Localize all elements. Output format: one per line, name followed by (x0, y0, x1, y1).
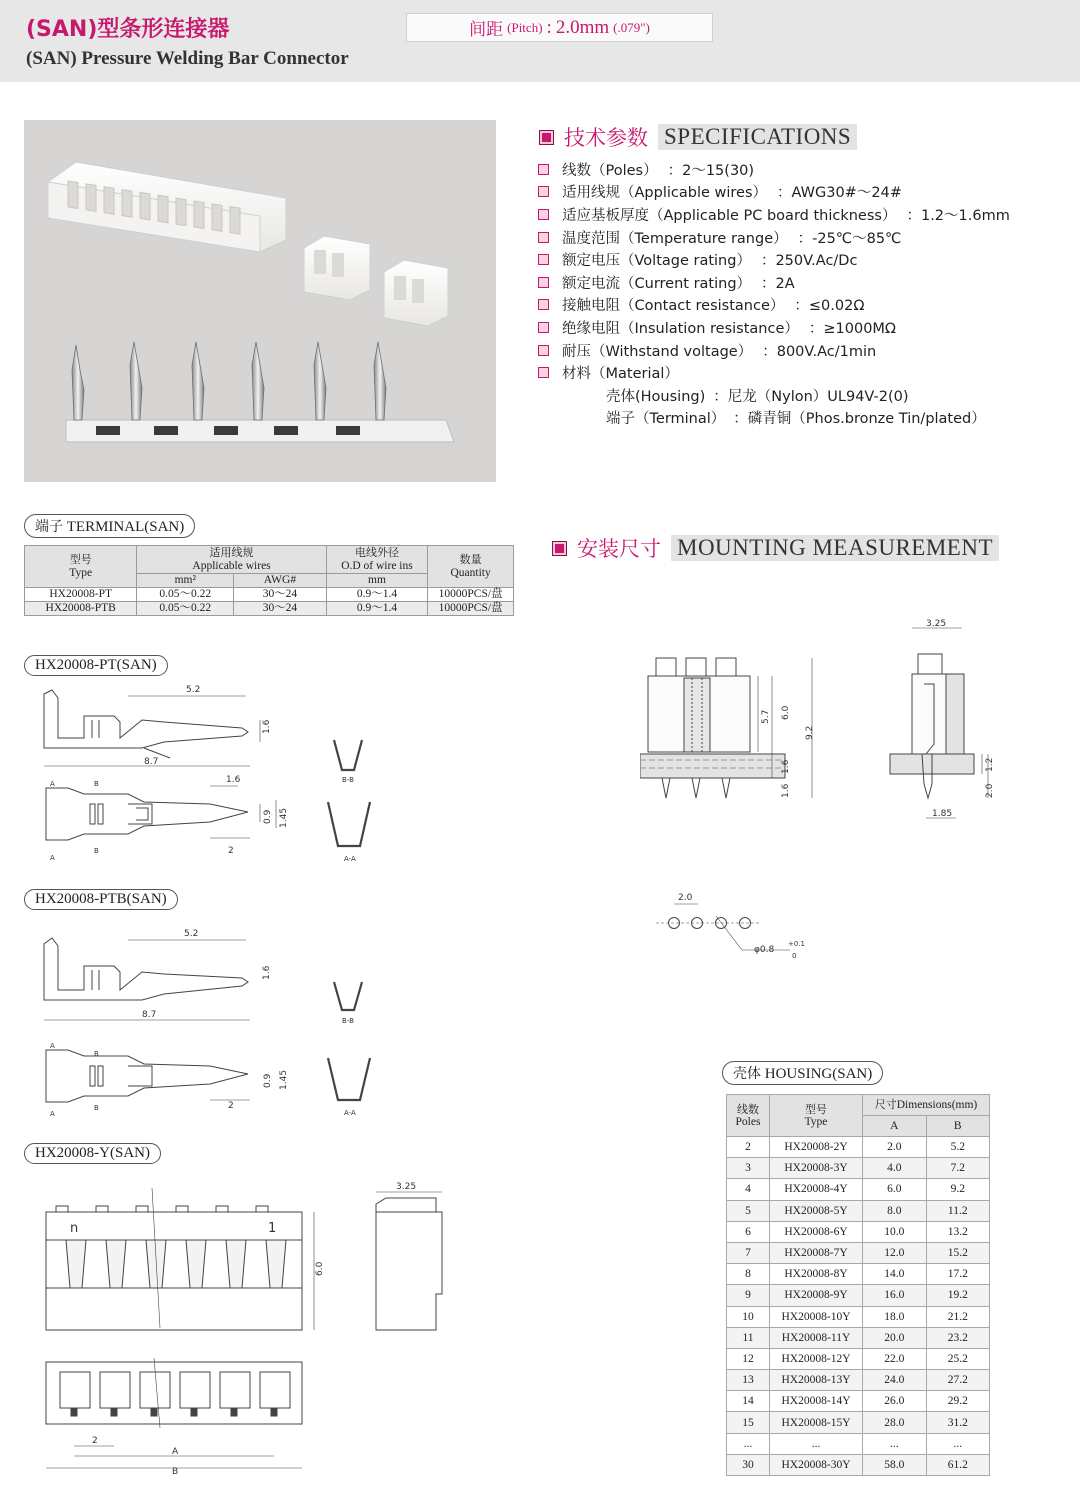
th-wires (137, 546, 326, 574)
cell-b: ... (926, 1433, 990, 1454)
cell-awg: 30～24 (234, 588, 327, 602)
spec-value: ：2A (761, 275, 795, 292)
spec-label: 适应基板厚度（Applicable PC board thickness） (562, 207, 897, 224)
material-terminal (538, 407, 1010, 430)
terminal-pill-en: TERMINAL(SAN) (66, 519, 185, 535)
dim-1-6: 1.6 (262, 719, 272, 734)
dim-a: A (172, 1447, 179, 1457)
th-dim-en: Dimensions(mm) (896, 1099, 978, 1111)
cell-poles: 7 (727, 1242, 770, 1263)
cell-b: 11.2 (926, 1200, 990, 1221)
mounting-front-drawing (640, 648, 830, 808)
mounting-dim-2-0: 2.0 (985, 783, 995, 798)
terminal-pill (24, 514, 195, 538)
spec-value: ：AWG30#～24# (777, 185, 902, 202)
specifications-title-cn: 技术参数 (564, 126, 648, 150)
mounting-dim-9-2: 9.2 (805, 725, 815, 740)
hole-pitch-2-0: 2.0 (678, 893, 693, 903)
spec-value: ：-25℃～85℃ (797, 230, 902, 247)
cell-awg: 30～24 (234, 602, 327, 616)
label-a: A (50, 780, 55, 788)
table-row (25, 602, 514, 616)
cell-type: HX20008-10Y (770, 1306, 863, 1327)
mounting-dim-1-6b: 1.6 (781, 783, 791, 798)
ptb-pill: HX20008-PTB(SAN) (24, 889, 178, 910)
mounting-title-en: MOUNTING MEASUREMENT (671, 535, 999, 561)
spec-row (538, 271, 1010, 294)
cell-a: 16.0 (863, 1285, 927, 1306)
cell-poles: 2 (727, 1137, 770, 1158)
cell-qty: 10000PCS/盘 (428, 588, 514, 602)
th-wires-en: Applicable wires (192, 560, 271, 572)
cell-type: HX20008-2Y (770, 1137, 863, 1158)
long-housing (48, 162, 286, 252)
housing-pill-en: HOUSING(SAN) (764, 1066, 873, 1082)
spec-row (538, 339, 1010, 362)
mounting-dim-1-6a: 1.6 (781, 759, 791, 774)
bullet-square-icon (538, 322, 549, 333)
cell-b: 23.2 (926, 1327, 990, 1348)
cell-b: 9.2 (926, 1179, 990, 1200)
bullet-square-icon (538, 232, 549, 243)
cell-a: 8.0 (863, 1200, 927, 1221)
table-row (727, 1221, 990, 1242)
th-poles-en: Poles (735, 1115, 761, 1128)
spec-row (538, 248, 1010, 271)
cell-b: 27.2 (926, 1370, 990, 1391)
small-housing-2 (384, 260, 448, 326)
y-pill: HX20008-Y(SAN) (24, 1143, 161, 1164)
spec-label: 绝缘电阻（Insulation resistance） (562, 320, 799, 337)
spec-row (538, 294, 1010, 317)
cell-poles: 8 (727, 1264, 770, 1285)
cell-b: 15.2 (926, 1242, 990, 1263)
th-awg: AWG# (234, 574, 327, 588)
spec-list (538, 158, 1010, 429)
cell-poles: 4 (727, 1179, 770, 1200)
pitch-value: 2.0mm (555, 16, 610, 38)
cell-b: 25.2 (926, 1348, 990, 1369)
spec-row (538, 203, 1010, 226)
th-qty (428, 546, 514, 588)
spec-value: ：1.2～1.6mm (906, 207, 1010, 224)
dim-2: 2 (92, 1436, 98, 1446)
title-en-text: Pressure Welding Bar Connector (81, 48, 349, 69)
bullet-square-icon (538, 299, 549, 310)
cell-poles: 13 (727, 1370, 770, 1391)
y-side-view (376, 1192, 442, 1330)
page-title-en (26, 48, 349, 70)
th-od-en: O.D of wire ins (341, 560, 413, 572)
cell-b: 7.2 (926, 1158, 990, 1179)
dim-0-9: 0.9 (263, 809, 273, 824)
specifications-heading (539, 122, 857, 152)
title-cn-prefix: (SAN) (26, 17, 98, 42)
cell-od: 0.9～1.4 (326, 588, 428, 602)
dim-8-7: 8.7 (144, 757, 159, 767)
cell-poles: 3 (727, 1158, 770, 1179)
dim-b: B (172, 1467, 179, 1477)
cell-a: 58.0 (863, 1454, 927, 1475)
pitch-inch: (.079") (613, 19, 650, 35)
th-type-en: Type (804, 1115, 828, 1128)
small-housing-1 (304, 236, 370, 300)
label-bb: B-B (342, 776, 354, 784)
pt-drawing (24, 676, 394, 866)
table-row (727, 1391, 990, 1412)
th-mm2: mm² (137, 574, 234, 588)
heading-square-icon (539, 130, 554, 145)
dim-1-45: 1.45 (279, 807, 289, 828)
cell-od: 0.9～1.4 (326, 602, 428, 616)
label-b-bottom: B (94, 847, 99, 855)
hole-tolerance-zero: 0 (792, 952, 797, 960)
th-mm: mm (326, 574, 428, 588)
th-type (25, 546, 137, 588)
cell-type: HX20008-30Y (770, 1454, 863, 1475)
cell-type: HX20008-4Y (770, 1179, 863, 1200)
mounting-dim-3-25: 3.25 (926, 619, 947, 629)
table-row (727, 1327, 990, 1348)
spec-label: 接触电阻（Contact resistance） (562, 298, 785, 315)
y-front-view (46, 1188, 314, 1330)
bullet-square-icon (538, 186, 549, 197)
cell-type: HX20008-5Y (770, 1200, 863, 1221)
label-a-bottom: A (50, 1110, 55, 1118)
cell-a: 4.0 (863, 1158, 927, 1179)
cell-poles: 10 (727, 1306, 770, 1327)
dim-1-6: 1.6 (262, 965, 272, 980)
hole-pattern-drawing (650, 886, 810, 966)
dim-6-0: 6.0 (315, 1261, 325, 1276)
housing-table (726, 1094, 990, 1476)
cell-a: 22.0 (863, 1348, 927, 1369)
dim-5-2: 5.2 (186, 685, 201, 695)
spec-value: ：2～15(30) (667, 162, 755, 179)
spec-label: 温度范围（Temperature range） (562, 230, 788, 247)
cell-type: HX20008-9Y (770, 1285, 863, 1306)
table-row (25, 588, 514, 602)
cell-type: HX20008-PT (25, 588, 137, 602)
bullet-square-icon (538, 277, 549, 288)
spec-row (538, 361, 1010, 384)
material-housing (538, 384, 1010, 407)
cell-a: 10.0 (863, 1221, 927, 1242)
label-b: B (94, 780, 99, 788)
dim-5-2: 5.2 (184, 929, 199, 939)
th-type-cn: 型号 (69, 553, 92, 566)
th-type-cn: 型号 (805, 1102, 827, 1116)
spec-label: 额定电流（Current rating） (562, 275, 752, 292)
cell-a: 18.0 (863, 1306, 927, 1327)
bullet-square-icon (538, 254, 549, 265)
cell-a: 2.0 (863, 1137, 927, 1158)
table-row (727, 1242, 990, 1263)
cell-b: 5.2 (926, 1137, 990, 1158)
cell-b: 13.2 (926, 1221, 990, 1242)
cell-a: 24.0 (863, 1370, 927, 1391)
table-row (727, 1264, 990, 1285)
mounting-heading (552, 533, 999, 563)
cell-poles: 12 (727, 1348, 770, 1369)
cell-a: 26.0 (863, 1391, 927, 1412)
cell-type: HX20008-12Y (770, 1348, 863, 1369)
dim-1-45: 1.45 (279, 1069, 289, 1090)
spec-value: ：≥1000MΩ (808, 320, 897, 337)
spec-row (538, 181, 1010, 204)
housing-table-body (727, 1137, 990, 1476)
spec-value: ：≤0.02Ω (794, 298, 865, 315)
dim-2: 2 (228, 1101, 234, 1111)
cell-poles: 15 (727, 1412, 770, 1433)
label-bb: B-B (342, 1017, 354, 1025)
bullet-square-icon (538, 164, 549, 175)
dim-3-25: 3.25 (396, 1182, 417, 1192)
table-row (727, 1306, 990, 1327)
terminal-table (24, 545, 514, 616)
dim-2: 2 (228, 846, 234, 856)
th-type-en: Type (69, 567, 93, 579)
mounting-dim-1-2: 1.2 (985, 757, 995, 772)
spec-row (538, 226, 1010, 249)
table-row (727, 1433, 990, 1454)
ptb-drawing (24, 924, 394, 1124)
hole-tolerance-plus: +0.1 (788, 940, 805, 948)
spec-label: 线数（Poles） (562, 162, 658, 179)
cell-type: ... (770, 1433, 863, 1454)
spec-value: ：250V.Ac/Dc (760, 253, 858, 270)
bullet-square-icon (538, 367, 549, 378)
cell-poles: 30 (727, 1454, 770, 1475)
cell-poles: 9 (727, 1285, 770, 1306)
dim-1-6-top: 1.6 (226, 775, 241, 785)
table-row (727, 1348, 990, 1369)
label-aa: A-A (344, 1109, 356, 1117)
cell-a: 12.0 (863, 1242, 927, 1263)
cell-a: 14.0 (863, 1264, 927, 1285)
mounting-side-drawing (882, 614, 1002, 824)
ptb-side-view (44, 938, 250, 1020)
dim-8-7: 8.7 (142, 1010, 157, 1020)
label-b: B (94, 1050, 99, 1058)
cell-type: HX20008-11Y (770, 1327, 863, 1348)
th-wires-cn: 适用线规 (209, 546, 254, 559)
mounting-dim-6-0: 6.0 (781, 705, 791, 720)
pitch-colon: : (546, 16, 552, 38)
hole-diameter: φ0.8 (754, 945, 775, 955)
th-a: A (863, 1116, 927, 1137)
pt-pill: HX20008-PT(SAN) (24, 655, 168, 676)
spec-label: 材料（Material） (562, 366, 679, 383)
page-title-cn (26, 12, 229, 43)
spec-label: 额定电压（Voltage rating） (562, 253, 751, 270)
th-qty-cn: 数量 (459, 553, 482, 566)
mounting-dim-5-7: 5.7 (761, 709, 771, 724)
table-row (727, 1137, 990, 1158)
th-qty-en: Quantity (450, 567, 491, 579)
label-a-bottom: A (50, 854, 55, 862)
table-row (727, 1200, 990, 1221)
cell-poles: 11 (727, 1327, 770, 1348)
cell-b: 31.2 (926, 1412, 990, 1433)
cell-type: HX20008-8Y (770, 1264, 863, 1285)
ptb-top-view (46, 1050, 250, 1102)
cell-b: 19.2 (926, 1285, 990, 1306)
cell-poles: ... (727, 1433, 770, 1454)
y-drawing (24, 1178, 464, 1478)
product-photo (24, 120, 496, 482)
terminal-strip (66, 342, 454, 442)
th-dimensions (863, 1095, 990, 1116)
dim-0-9: 0.9 (263, 1073, 273, 1088)
cell-b: 29.2 (926, 1391, 990, 1412)
cell-poles: 6 (727, 1221, 770, 1242)
pt-top-view (46, 786, 276, 840)
cell-a: 20.0 (863, 1327, 927, 1348)
cell-qty: 10000PCS/盘 (428, 602, 514, 616)
table-row (727, 1179, 990, 1200)
label-b-bottom: B (94, 1104, 99, 1112)
cell-type: HX20008-3Y (770, 1158, 863, 1179)
table-row (727, 1285, 990, 1306)
pitch-box (406, 13, 713, 42)
label-aa: A-A (344, 855, 356, 863)
th-poles-cn: 线数 (737, 1102, 759, 1116)
material-value: ：磷青铜（Phos.bronze Tin/plated） (733, 411, 986, 428)
cell-b: 21.2 (926, 1306, 990, 1327)
th-type (770, 1095, 863, 1137)
title-en-prefix: (SAN) (26, 48, 77, 69)
cell-b: 61.2 (926, 1454, 990, 1475)
th-od (326, 546, 428, 574)
cell-b: 17.2 (926, 1264, 990, 1285)
spec-row (538, 316, 1010, 339)
cell-a: 28.0 (863, 1412, 927, 1433)
product-photo-illustration (24, 120, 496, 482)
housing-pill-cn: 壳体 (733, 1066, 761, 1082)
terminal-pill-cn: 端子 (35, 519, 63, 535)
cell-type: HX20008-7Y (770, 1242, 863, 1263)
bullet-square-icon (538, 345, 549, 356)
cell-type: HX20008-14Y (770, 1391, 863, 1412)
table-row (727, 1412, 990, 1433)
heading-square-icon (552, 541, 567, 556)
th-poles (727, 1095, 770, 1137)
label-a: A (50, 1042, 55, 1050)
pitch-label-en: (Pitch) (507, 19, 543, 35)
mark-n: n (70, 1221, 79, 1236)
bullet-square-icon (538, 209, 549, 220)
cell-a: ... (863, 1433, 927, 1454)
pt-side-view (44, 690, 260, 766)
material-label: 端子（Terminal） (606, 411, 726, 428)
cell-mm2: 0.05～0.22 (137, 588, 234, 602)
table-row (727, 1370, 990, 1391)
cell-a: 6.0 (863, 1179, 927, 1200)
cell-type: HX20008-6Y (770, 1221, 863, 1242)
title-cn-text: 型条形连接器 (97, 17, 230, 42)
cell-type: HX20008-15Y (770, 1412, 863, 1433)
pitch-label-cn: 间距 (469, 20, 504, 40)
cell-mm2: 0.05～0.22 (137, 602, 234, 616)
spec-label: 适用线规（Applicable wires） (562, 185, 768, 202)
housing-pill (722, 1061, 883, 1085)
material-value: ：尼龙（Nylon）UL94V-2(0) (713, 388, 909, 405)
spec-label: 耐压（Withstand voltage） (562, 343, 753, 360)
cell-type: HX20008-13Y (770, 1370, 863, 1391)
specifications-title-en: SPECIFICATIONS (658, 124, 857, 150)
table-row (727, 1158, 990, 1179)
th-dim-cn: 尺寸 (874, 1098, 897, 1111)
material-label: 壳体(Housing) (606, 388, 706, 405)
mounting-dim-1-85: 1.85 (932, 809, 953, 819)
spec-row (538, 158, 1010, 181)
th-od-cn: 电线外径 (354, 546, 399, 559)
mounting-title-cn: 安装尺寸 (577, 537, 661, 561)
mark-1: 1 (268, 1221, 277, 1236)
th-b: B (926, 1116, 990, 1137)
cell-poles: 5 (727, 1200, 770, 1221)
spec-value: ：800V.Ac/1min (762, 343, 877, 360)
table-row (727, 1454, 990, 1475)
cell-type: HX20008-PTB (25, 602, 137, 616)
cell-poles: 14 (727, 1391, 770, 1412)
